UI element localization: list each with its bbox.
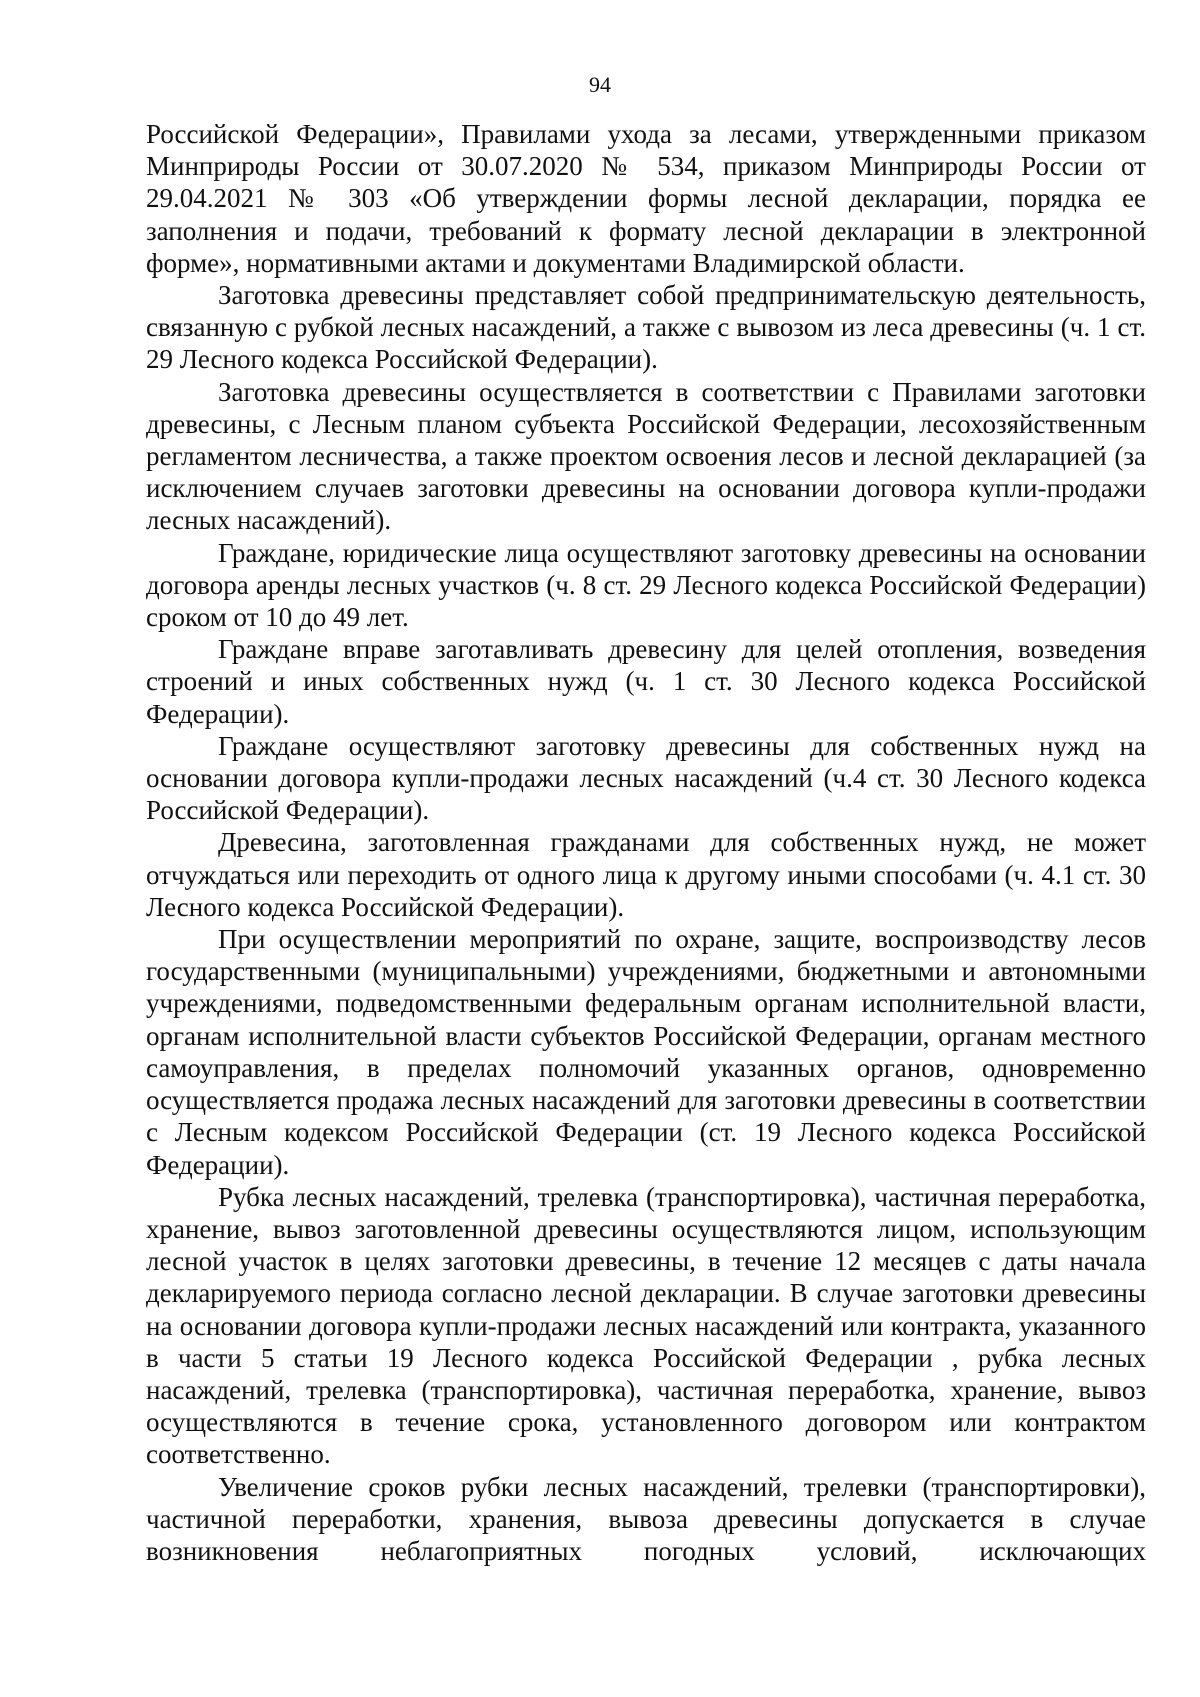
paragraph-10: Увеличение сроков рубки лесных насаждений, трелевки (транспортировки), частичной переработки, хранения, вывоза древесины допускается в случае возникновения неблагоприятных погодных условий, исключающих bbox=[146, 1471, 1146, 1566]
paragraph-6: Граждане осуществляют заготовку древесины для собственных нужд на основании договора купли-продажи лесных насаждений (ч.4 ст. 30 Лесного кодекса Российской Федерации). bbox=[146, 730, 1146, 826]
paragraph-1: Российской Федерации», Правилами ухода за лесами, утвержденными приказом Минприроды России от 30.07.2020 № 534, приказом Минприроды России от 29.04.2021 № 303 «Об утверждении формы лесной декларации, порядка ее заполнения и подачи, требований к формату лесной декларации в электронной форме», нормативными актами и документами Владимирской области. bbox=[146, 119, 1146, 278]
document-body bbox=[146, 118, 1146, 1567]
paragraph-4: Граждане, юридические лица осуществляют заготовку древесины на основании договора аренды лесных участков (ч. 8 ст. 29 Лесного кодекса Российской Федерации) сроком от 10 до 49 лет. bbox=[146, 537, 1146, 633]
paragraph-7: Древесина, заготовленная гражданами для собственных нужд, не может отчуждаться или переходить от одного лица к другому иными способами (ч. 4.1 ст. 30 Лесного кодекса Российской Федерации). bbox=[146, 827, 1146, 922]
page-number: 94 bbox=[589, 72, 611, 97]
paragraph-2: Заготовка древесины представляет собой предпринимательскую деятельность, связанную с рубкой лесных насаждений, а также с вывозом из леса древесины (ч. 1 ст. 29 Лесного кодекса Российской Федерации). bbox=[146, 280, 1146, 375]
paragraph-9: Рубка лесных насаждений, трелевка (транспортировка), частичная переработка, хранение, вывоз заготовленной древесины осуществляются лицом, использующим лесной участок в целях заготовки древесины, в течение 12 месяцев с даты начала декларируемого периода согласно лесной декларации. В случае заготовки древесины на основании договора купли-продажи лесных насаждений или контракта, указанного в части 5 статьи 19 Лесного кодекса Российской Федерации , рубка лесных насаждений, трелевка (транспортировка), частичная переработка, хранение, вывоз осуществляются в течение срока, установленного договором или контрактом соответственно. bbox=[146, 1181, 1146, 1470]
paragraph-3: Заготовка древесины осуществляется в соответствии с Правилами заготовки древесины, с Лесным планом субъекта Российской Федерации, лесохозяйственным регламентом лесничества, а также проектом освоения лесов и лесной декларацией (за исключением случаев заготовки древесины на основании договора купли-продажи лесных насаждений). bbox=[146, 376, 1146, 536]
paragraph-8: При осуществлении мероприятий по охране, защите, воспроизводству лесов государственными (муниципальными) учреждениями, бюджетными и автономными учреждениями, подведомственными федеральным органам исполнительной власти, органам исполнительной власти субъектов Российской Федерации, органам местного самоуправления, в пределах полномочий указанных органов, одновременно осуществляется продажа лесных насаждений для заготовки древесины в соответствии с Лесным кодексом Российской Федерации (ст. 19 Лесного кодекса Российской Федерации). bbox=[146, 924, 1146, 1180]
paragraph-5: Граждане вправе заготавливать древесину для целей отопления, возведения строений и иных собственных нужд (ч. 1 ст. 30 Лесного кодекса Российской Федерации). bbox=[146, 634, 1146, 729]
